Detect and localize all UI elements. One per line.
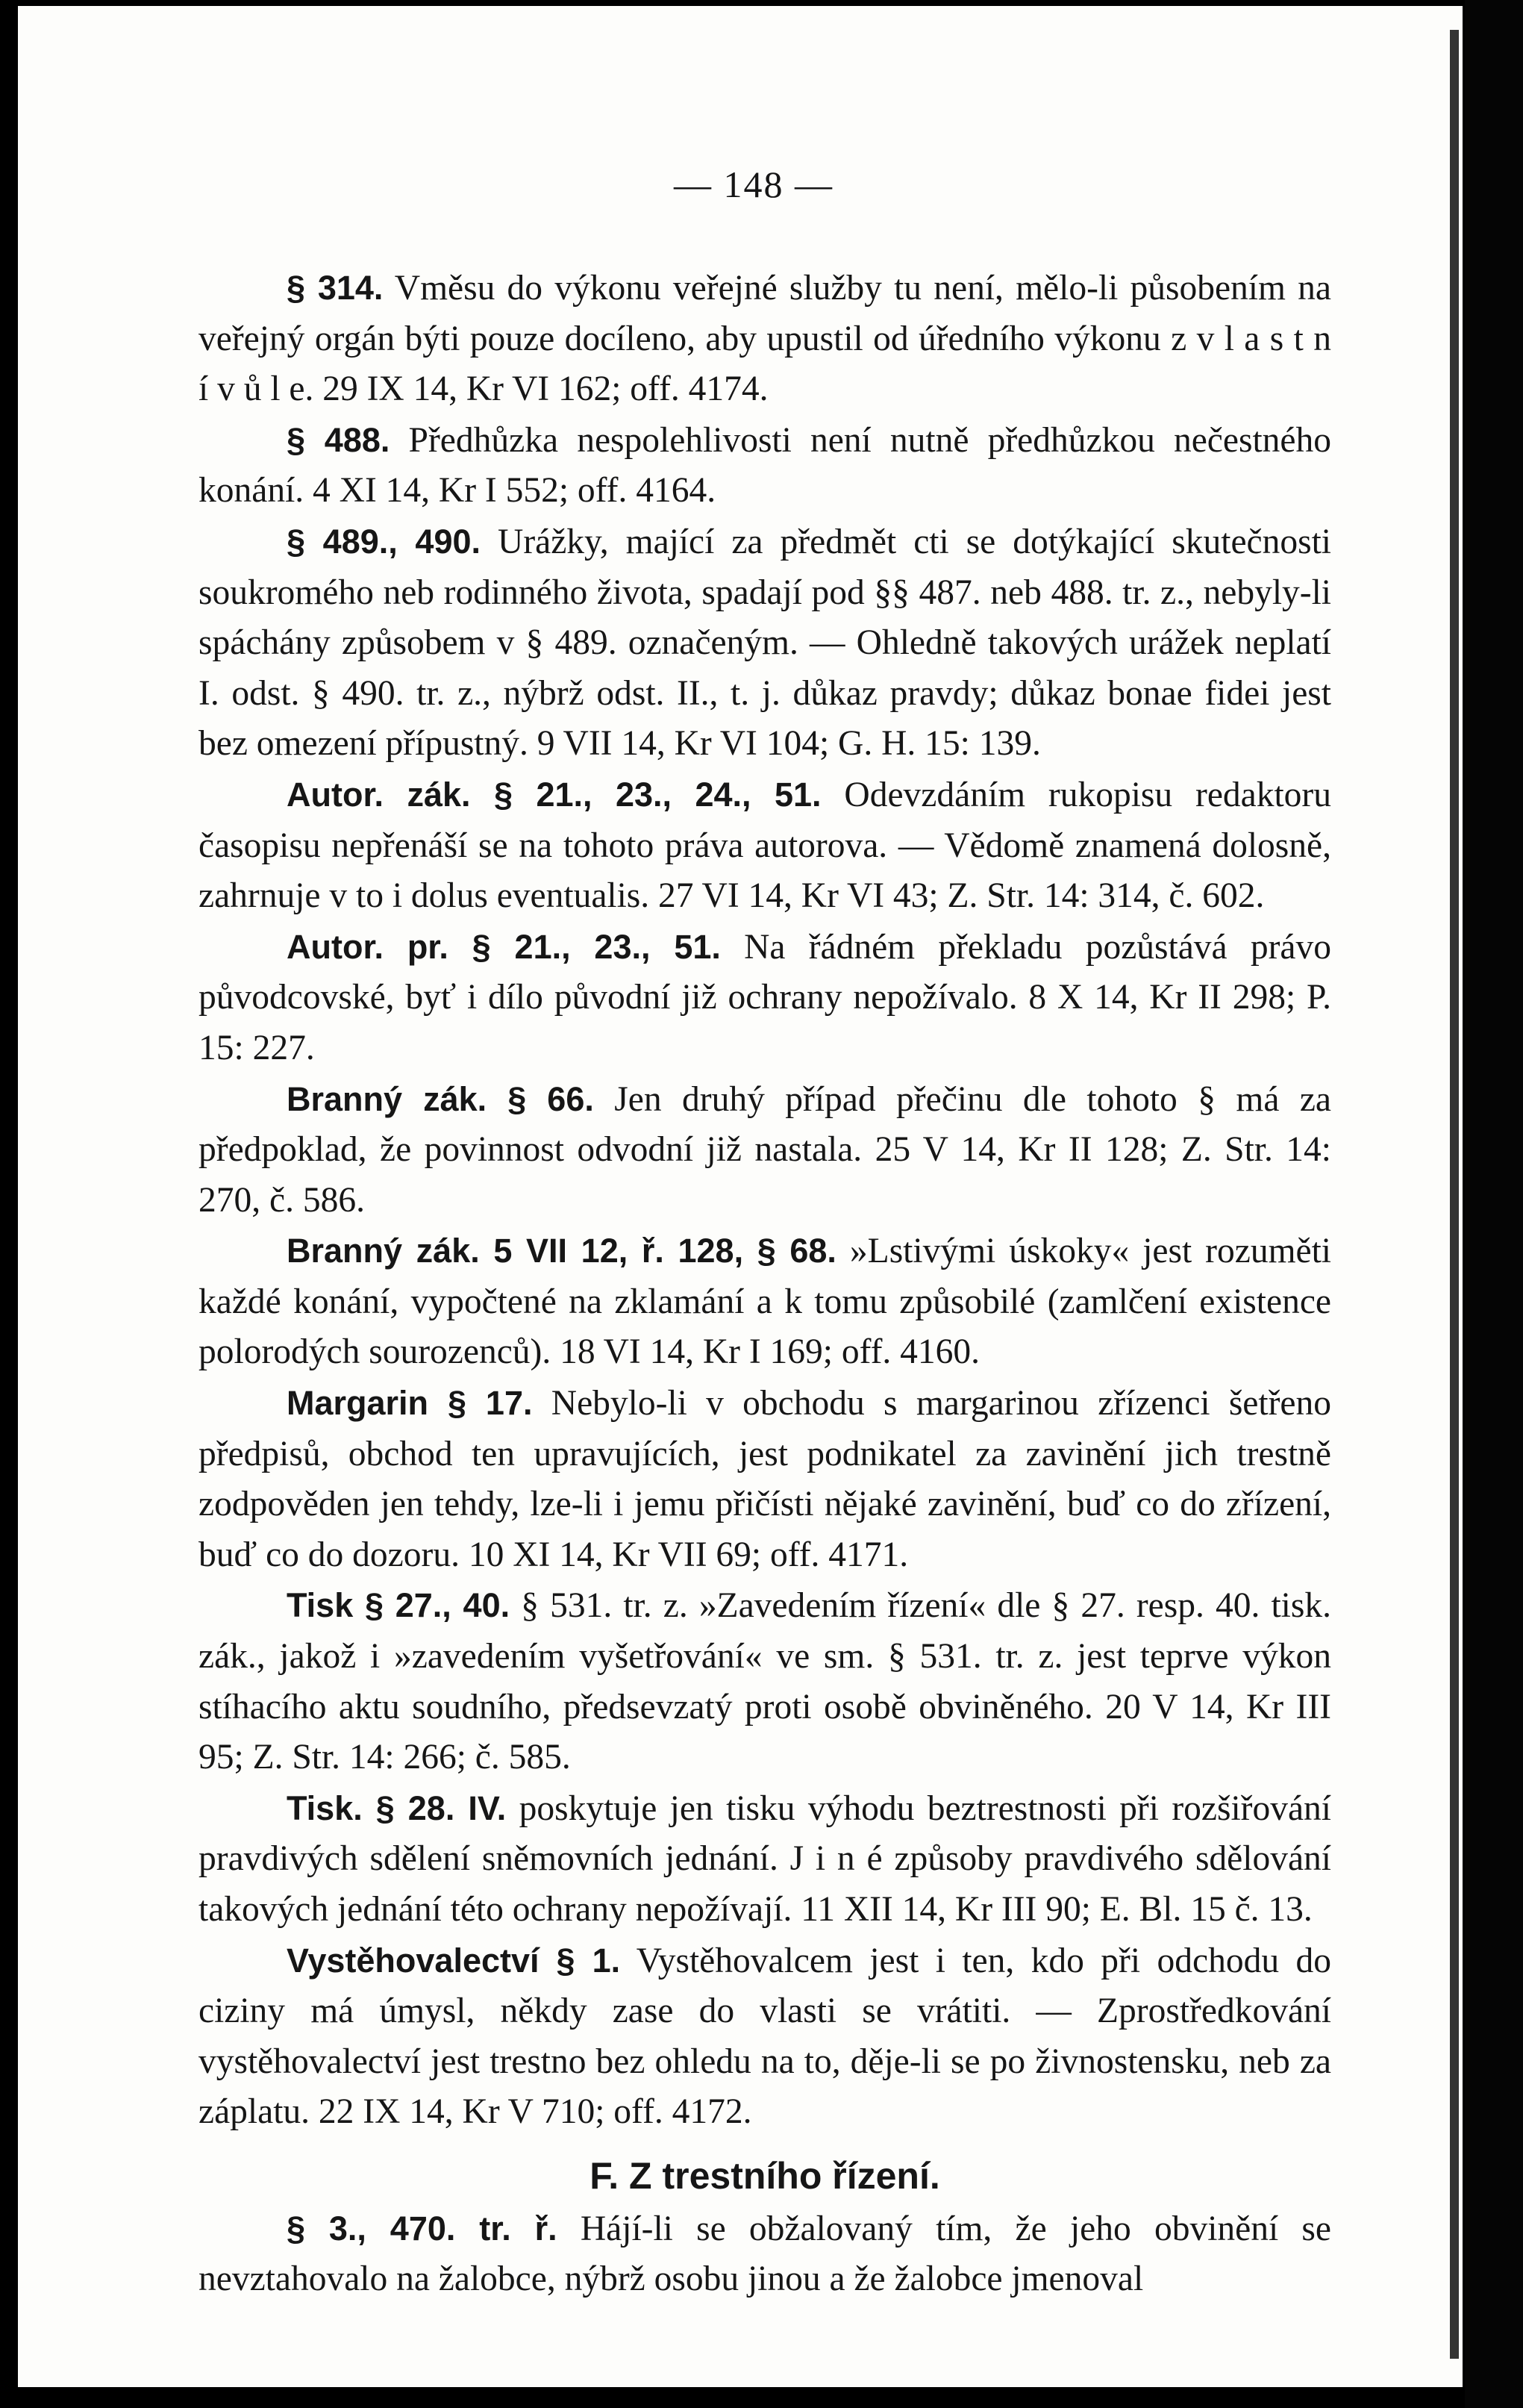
entry-paragraph bbox=[198, 1226, 1331, 1378]
entry-paragraph bbox=[198, 263, 1331, 415]
entry-lead: Tisk. § 28. IV. bbox=[287, 1788, 507, 1827]
entry-paragraph bbox=[198, 2203, 1331, 2305]
scan-border bbox=[1465, 0, 1523, 2408]
entry-lead: Branný zák. 5 VII 12, ř. 128, § 68. bbox=[287, 1232, 836, 1270]
entry-paragraph bbox=[198, 1783, 1331, 1936]
entry-text: Předhůzka nespolehlivosti není nutně předhůzkou nečestného konání. 4 XI 14, Kr I 552; off. 4164. bbox=[198, 420, 1331, 511]
entry-text: Na řádném překladu pozůstává právo původcovské, byť i dílo původní již ochrany nepožívalo. 8 X 14, Kr II 298; P. 15: 227. bbox=[198, 927, 1331, 1067]
entry-paragraph bbox=[198, 922, 1331, 1074]
entry-paragraph bbox=[198, 770, 1331, 922]
entry-lead: Margarin § 17. bbox=[287, 1384, 533, 1423]
section-heading: F. Z trestního řízení. bbox=[590, 2154, 940, 2197]
page-number: — 148 — bbox=[674, 163, 834, 205]
entry-lead: Autor. zák. § 21., 23., 24., 51. bbox=[287, 775, 822, 814]
entry-lead: § 314. bbox=[287, 269, 384, 307]
entry-paragraph bbox=[198, 1936, 1331, 2138]
entry-lead: Tisk § 27., 40. bbox=[287, 1586, 510, 1625]
entry-text: Vystěhovalcem jest i ten, kdo při odchodu do ciziny má úmysl, někdy zase do vlasti se vrátiti. — Zprostředkování vystěhovalectví jest trestno bez ohledu na to, děje-li se po živnostensku, neb za záplatu. 22 IX 14, Kr V 710; off. 4172. bbox=[198, 1941, 1331, 2132]
entry-text: Odevzdáním rukopisu redaktoru časopisu nepřenáší se na tohoto práva autorova. — Vědomě znamená dolosně, zahrnuje v to i dolus eventualis. 27 VI 14, Kr VI 43; Z. Str. 14: 314, č. 602. bbox=[198, 775, 1331, 916]
entry-text: Nebylo-li v obchodu s margarinou zřízenci šetřeno předpisů, obchod ten upravujících, jest podnikatel za zavinění jich trestně zodpověden jen tehdy, lze-li i jemu přičísti nějaké zavinění, buď co do zřízení, buď co do dozoru. 10 XI 14, Kr VII 69; off. 4171. bbox=[198, 1384, 1331, 1574]
entry-paragraph bbox=[198, 1580, 1331, 1782]
entry-lead: § 489., 490. bbox=[287, 522, 481, 561]
entry-text: Hájí-li se obžalovaný tím, že jeho obvinění se nevztahovalo na žalobce, nýbrž osobu jinou a že žalobce jmenoval bbox=[198, 2209, 1331, 2299]
entry-lead: Branný zák. § 66. bbox=[287, 1079, 594, 1118]
entry-paragraph bbox=[198, 1378, 1331, 1580]
entry-text: »Lstivými úskoky« jest rozuměti každé konání, vypočtené na zklamání a k tomu způsobilé (zamlčení existence polorodých sourozenců). 18 VI 14, Kr I 169; off. 4160. bbox=[198, 1232, 1331, 1372]
entry-lead: § 3., 470. tr. ř. bbox=[287, 2209, 557, 2248]
entry-text: Vměsu do výkonu veřejné služby tu není, mělo-li působením na veřejný orgán býti pouze docíleno, aby upustil od úředního výkonu z v l a s t n í v ů l e. 29 IX 14, Kr VI 162; off. 4174. bbox=[198, 269, 1331, 409]
entry-lead: Autor. pr. § 21., 23., 51. bbox=[287, 927, 721, 966]
entry-paragraph bbox=[198, 1074, 1331, 1226]
entry-lead: § 488. bbox=[287, 420, 390, 459]
entry-paragraph bbox=[198, 415, 1331, 517]
page-fold-shadow bbox=[1450, 30, 1459, 2359]
page-text bbox=[198, 263, 1331, 2305]
entry-text: § 531. tr. z. »Zavedením řízení« dle § 27. resp. 40. tisk. zák., jakož i »zavedením vyšetřování« ve sm. § 531. tr. z. jest teprve výkon stíhacího aktu soudního, předsevzatý proti osobě obviněného. 20 V 14, Kr III 95; Z. Str. 14: 266; č. 585. bbox=[198, 1586, 1331, 1777]
entry-text: Urážky, mající za předmět cti se dotýkající skutečnosti soukromého neb rodinného života, spadají pod §§ 487. neb 488. tr. z., nebyly-li spáchány způsobem v § 489. označeným. — Ohledně takových urážek neplatí I. odst. § 490. tr. z., nýbrž odst. II., t. j. důkaz pravdy; důkaz bonae fidei jest bez omezení přípustný. 9 VII 14, Kr VI 104; G. H. 15: 139. bbox=[198, 522, 1331, 764]
entry-text: poskytuje jen tisku výhodu beztrestnosti při rozšiřování pravdivých sdělení sněmovních jednání. J i n é způsoby pravdivého sdělování takových jednání této ochrany nepožívají. 11 XII 14, Kr III 90; E. Bl. 15 č. 13. bbox=[198, 1788, 1331, 1929]
entry-text: Jen druhý případ přečinu dle tohoto § má za předpoklad, že povinnost odvodní již nastala. 25 V 14, Kr II 128; Z. Str. 14: 270, č. 586. bbox=[198, 1079, 1331, 1220]
entry-paragraph bbox=[198, 517, 1331, 770]
entry-lead: Vystěhovalectví § 1. bbox=[287, 1941, 621, 1980]
